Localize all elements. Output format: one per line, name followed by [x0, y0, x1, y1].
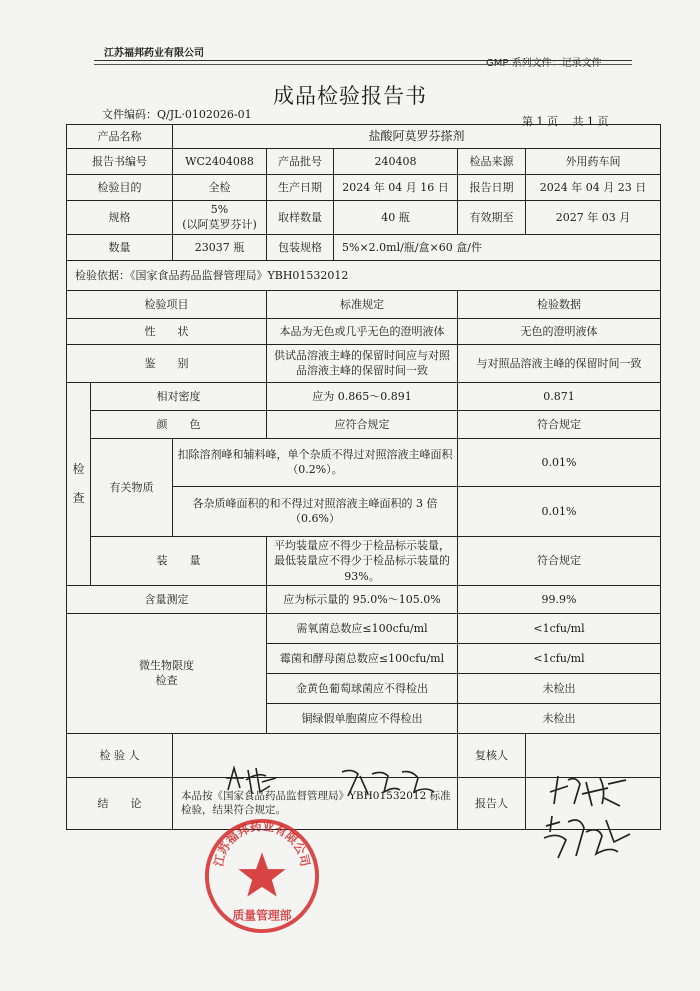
row-column-headers	[67, 290, 661, 318]
col-header-standard: 标准规定	[267, 290, 458, 318]
sample-qty: 40 瓶	[334, 201, 458, 235]
report-date: 2024 年 04 月 23 日	[526, 175, 661, 201]
micro-result-3: 未检出	[458, 673, 661, 703]
seal-department: 质量管理部	[232, 908, 292, 923]
purpose-label: 检验目的	[67, 175, 173, 201]
report-date-label: 报告日期	[458, 175, 526, 201]
color-label: 颜 色	[91, 410, 267, 438]
reviewer-label: 复核人	[458, 733, 526, 777]
product-name: 盐酸阿莫罗芬搽剂	[173, 125, 661, 149]
company-header: 江苏福邦药业有限公司	[104, 48, 204, 59]
col-header-result: 检验数据	[458, 290, 661, 318]
fill-standard: 平均装量应不得少于检品标示装量，最低装量应不得少于检品标示装量的 93%。	[267, 536, 458, 585]
row-assay	[67, 585, 661, 613]
appearance-result: 无色的澄明液体	[458, 318, 661, 344]
seal-company-name: 江苏福邦药业有限公司	[211, 818, 313, 868]
micro-result-1: <1cfu/ml	[458, 613, 661, 643]
source: 外用药车间	[526, 149, 661, 175]
col-header-item: 检验项目	[67, 290, 267, 318]
micro-standard-4: 铜绿假单胞菌应不得检出	[267, 703, 458, 733]
appearance-standard: 本品为无色或几乎无色的澄明液体	[267, 318, 458, 344]
package-spec-label: 包装规格	[267, 234, 334, 260]
expiry-date: 2027 年 03 月	[526, 201, 661, 235]
row-appearance	[67, 318, 661, 344]
row-density	[67, 382, 661, 410]
color-result: 符合规定	[458, 410, 661, 438]
reporter-signature	[540, 812, 640, 862]
report-table	[66, 124, 661, 830]
page-number: 第 1 页 共 1 页	[522, 115, 609, 128]
row-fill	[67, 536, 661, 585]
identification-label: 鉴 别	[67, 344, 267, 382]
reporter-label: 报告人	[458, 777, 526, 829]
identification-result: 与对照品溶液主峰的保留时间一致	[458, 344, 661, 382]
doc-type-header: GMP 系列文件：记录文件	[486, 58, 602, 69]
row-report-no	[67, 149, 661, 175]
conclusion-text: 本品按《国家食品药品监督管理局》YBH01532012 标准检验，结果符合规定。	[173, 777, 458, 829]
product-name-label: 产品名称	[67, 125, 173, 149]
check-char-2: 查	[72, 490, 85, 505]
batch-label: 产品批号	[267, 149, 334, 175]
quantity-label: 数量	[67, 234, 173, 260]
micro-label-line1: 微生物限度	[139, 659, 194, 673]
impurity-single-result: 0.01%	[458, 438, 661, 486]
row-identification	[67, 344, 661, 382]
row-micro-1	[67, 613, 661, 643]
inspector-signature-2	[338, 762, 438, 802]
sample-qty-label: 取样数量	[267, 201, 334, 235]
inspection-basis: 检验依据：《国家食品药品监督管理局》YBH01532012	[67, 260, 661, 290]
micro-standard-2: 霉菌和酵母菌总数应≤100cfu/ml	[267, 643, 458, 673]
row-basis	[67, 260, 661, 290]
inspector-signature-1	[222, 760, 282, 800]
spec-label: 规格	[67, 201, 173, 235]
impurity-single-standard: 扣除溶剂峰和辅料峰，单个杂质不得过对照溶液主峰面积（0.2%）。	[173, 438, 458, 486]
page-title: 成品检验报告书	[273, 84, 427, 108]
quantity: 23037 瓶	[173, 234, 267, 260]
micro-standard-3: 金黄色葡萄球菌应不得检出	[267, 673, 458, 703]
assay-label: 含量测定	[67, 585, 267, 613]
expiry-label: 有效期至	[458, 201, 526, 235]
micro-result-4: 未检出	[458, 703, 661, 733]
identification-standard: 供试品溶液主峰的保留时间应与对照品溶液主峰的保留时间一致	[267, 344, 458, 382]
fill-label: 装 量	[91, 536, 267, 585]
report-no-label: 报告书编号	[67, 149, 173, 175]
production-date: 2024 年 04 月 16 日	[334, 175, 458, 201]
row-spec	[67, 201, 661, 235]
assay-result: 99.9%	[458, 585, 661, 613]
reviewer-signature	[546, 770, 636, 812]
file-number: 文件编码：Q/JL·0102026-01	[102, 108, 252, 121]
row-quantity	[67, 234, 661, 260]
micro-label	[67, 613, 267, 733]
company-seal-stamp	[203, 817, 321, 935]
assay-standard: 应为标示量的 95.0%～105.0%	[267, 585, 458, 613]
spec	[173, 201, 267, 235]
inspector-label: 检 验 人	[67, 733, 173, 777]
density-label: 相对密度	[91, 382, 267, 410]
purpose: 全检	[173, 175, 267, 201]
row-impurity-single	[67, 438, 661, 486]
spec-strength: 5%	[210, 203, 229, 216]
production-date-label: 生产日期	[267, 175, 334, 201]
package-spec: 5%×2.0ml/瓶/盒×60 盒/件	[334, 234, 661, 260]
row-color	[67, 410, 661, 438]
impurities-label: 有关物质	[91, 438, 173, 536]
micro-standard-1: 需氧菌总数应≤100cfu/ml	[267, 613, 458, 643]
check-char-1: 检	[72, 462, 85, 477]
header-rule-2	[94, 64, 632, 65]
spec-basis: (以阿莫罗芬计)	[182, 218, 257, 232]
appearance-label: 性 状	[67, 318, 267, 344]
fill-result: 符合规定	[458, 536, 661, 585]
density-result: 0.871	[458, 382, 661, 410]
batch-number: 240408	[334, 149, 458, 175]
density-standard: 应为 0.865～0.891	[267, 382, 458, 410]
impurity-total-result: 0.01%	[458, 486, 661, 536]
color-standard: 应符合规定	[267, 410, 458, 438]
source-label: 检品来源	[458, 149, 526, 175]
impurity-total-standard: 各杂质峰面积的和不得过对照溶液主峰面积的 3 倍（0.6%）	[173, 486, 458, 536]
row-purpose	[67, 175, 661, 201]
report-no: WC2404088	[173, 149, 267, 175]
row-product-name	[67, 125, 661, 149]
micro-result-2: <1cfu/ml	[458, 643, 661, 673]
micro-label-line2: 检查	[155, 674, 178, 688]
conclusion-label: 结 论	[67, 777, 173, 829]
check-group-label	[67, 382, 91, 585]
header-rule	[94, 60, 632, 61]
